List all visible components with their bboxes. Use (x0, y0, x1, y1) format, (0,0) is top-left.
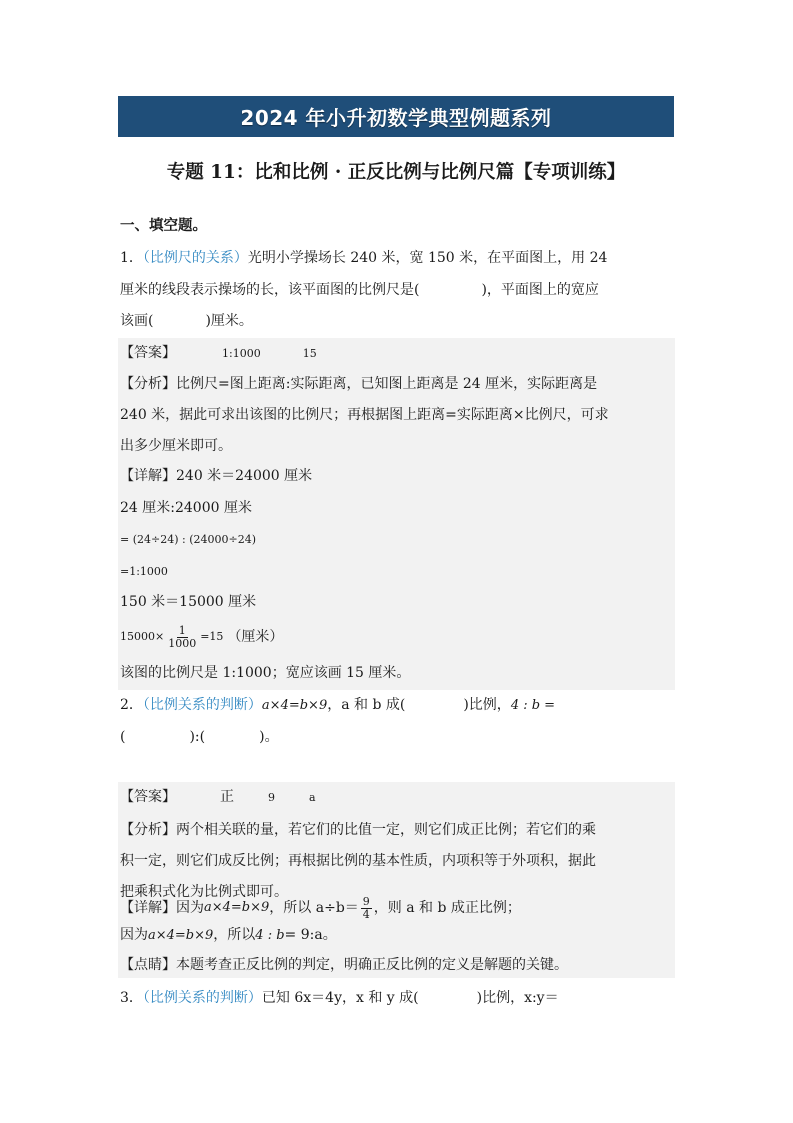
q2-expression: a×4=b×9 (261, 698, 328, 713)
q1-detail-line-7: 该图的比例尺是 1:1000；宽应该画 15 厘米。 (120, 665, 411, 681)
q2-analysis-line-3: 把乘积式化为比例式即可。 (120, 884, 288, 900)
q2-detail-2c: = 9:a。 (284, 927, 337, 943)
q2-answer-1: 正 (220, 789, 234, 805)
topic-title: 专题 11：比和比例 · 正反比例与比例尺篇【专项训练】 (166, 162, 626, 183)
q2-fraction-denominator: 4 (362, 907, 370, 921)
q2-detail-1a: 因为 (176, 900, 204, 916)
q1-answer (120, 343, 675, 364)
q1-analysis-line-1 (120, 374, 675, 394)
q3-stem-text-1: 已知 6x＝4y，x 和 y 成( (261, 990, 419, 1006)
q1-analysis-line-2: 240 米，据此可求出该图的比例尺；再根据图上距离=实际距离×比例尺，可求 (120, 407, 609, 423)
q1-analysis-label: 【分析】 (120, 376, 176, 392)
q1-detail-line-1 (120, 466, 675, 486)
q2-analysis-line-1 (120, 820, 675, 840)
q2-tag: （比例关系的判断） (142, 697, 262, 713)
q2-answer (120, 787, 675, 808)
q2-stem-line-2 (120, 727, 675, 747)
q2-analysis-label: 【分析】 (120, 822, 176, 838)
q1-detail-6c: （厘米） (227, 629, 284, 645)
q3-stem-text-1b: )比例，x:y＝ (476, 990, 559, 1006)
section-title: 一、填空题。 (120, 218, 207, 234)
q2-detail-line-2 (120, 925, 675, 946)
q1-stem-text-1: 光明小学操场长 240 米，宽 150 米，在平面图上，用 24 (247, 250, 608, 266)
q2-stem-line-1 (120, 695, 675, 716)
q1-answer-1: 1:1000 (222, 347, 261, 360)
q1-stem-text-2b: )，平面图上的宽应 (481, 282, 599, 298)
q1-fraction (166, 625, 198, 650)
q2-detail-1b: ，所以 a÷b＝ (269, 900, 359, 916)
q2-stem-2a: ( (120, 729, 126, 745)
q2-detail-1c: ，则 a 和 b 成正比例； (373, 900, 521, 916)
q2-detail-line-1 (120, 891, 675, 925)
q1-detail-line-4: =1:1000 (120, 565, 168, 578)
q1-detail-6b: =15 (200, 630, 224, 643)
q1-fraction-numerator: 1 (178, 623, 186, 637)
q2-expression-2: 4 : b = (510, 698, 556, 713)
q2-point-label: 【点睛】 (120, 957, 176, 973)
q2-fraction (361, 896, 372, 921)
q2-detail-2b: ，所以 (213, 927, 256, 943)
q2-detail-2-expression: a×4=b×9 (148, 928, 214, 943)
q1-stem-line-3 (120, 311, 675, 331)
q2-answer-2: 9 (268, 791, 275, 804)
q2-answer-block (118, 782, 675, 978)
q1-analysis-text-1: 比例尺=图上距离:实际距离，已知图上距离是 24 厘米，实际距离是 (176, 376, 598, 392)
q1-stem-text-3b: )厘米。 (205, 313, 253, 329)
q1-stem-line-1 (120, 248, 675, 268)
q2-detail-1-expression: a×4=b×9 (204, 900, 270, 915)
q3-number: 3． (120, 990, 143, 1006)
q2-point-text: 本题考查正反比例的判定，明确正反比例的定义是解题的关键。 (176, 957, 568, 973)
q2-detail-2a: 因为 (120, 927, 148, 943)
q1-detail-6a: 15000× (120, 630, 165, 643)
q3-tag: （比例关系的判断） (142, 990, 262, 1006)
q1-tag: （比例尺的关系） (142, 250, 248, 266)
q1-fraction-denominator: 1000 (168, 636, 197, 650)
q2-stem-text-1b: )比例， (463, 697, 511, 713)
q1-number: 1． (120, 250, 143, 266)
q2-stem-text-1: ，a 和 b 成( (327, 697, 406, 713)
q2-detail-2-expression-2: 4 : b (255, 928, 285, 943)
series-banner: 2024 年小升初数学典型例题系列 (118, 96, 674, 137)
q1-answer-2: 15 (302, 347, 317, 360)
q2-analysis-line-2: 积一定，则它们成反比例；再根据比例的基本性质，内项积等于外项积，据此 (120, 853, 596, 869)
q1-stem-text-2: 厘米的线段表示操场的长，该平面图的比例尺是( (120, 282, 420, 298)
q1-detail-line-6 (120, 622, 675, 652)
q3-stem-line-1 (120, 988, 675, 1008)
q1-stem-text-3: 该画( (120, 313, 154, 329)
q1-detail-label: 【详解】 (120, 468, 176, 484)
q2-stem-2c: )。 (259, 729, 279, 745)
q1-detail-line-5: 150 米＝15000 厘米 (120, 594, 257, 610)
q2-point-line (120, 955, 675, 975)
q1-answer-label: 【答案】 (120, 345, 176, 361)
q2-fraction-numerator: 9 (362, 894, 370, 908)
q1-detail-line-2: 24 厘米:24000 厘米 (120, 500, 252, 516)
q1-stem-line-2 (120, 280, 675, 300)
q2-number: 2． (120, 697, 143, 713)
q2-detail-label: 【详解】 (120, 900, 176, 916)
q1-detail-line-3: = (24÷24) : (24000÷24) (120, 533, 256, 546)
q2-stem-2b: ):( (189, 729, 206, 745)
q2-analysis-text-1: 两个相关联的量，若它们的比值一定，则它们成正比例；若它们的乘 (176, 822, 596, 838)
q1-detail-text-1: 240 米＝24000 厘米 (176, 468, 313, 484)
q2-answer-label: 【答案】 (120, 789, 176, 805)
q2-answer-3: a (309, 791, 316, 804)
q1-analysis-line-3: 出多少厘米即可。 (120, 438, 232, 454)
